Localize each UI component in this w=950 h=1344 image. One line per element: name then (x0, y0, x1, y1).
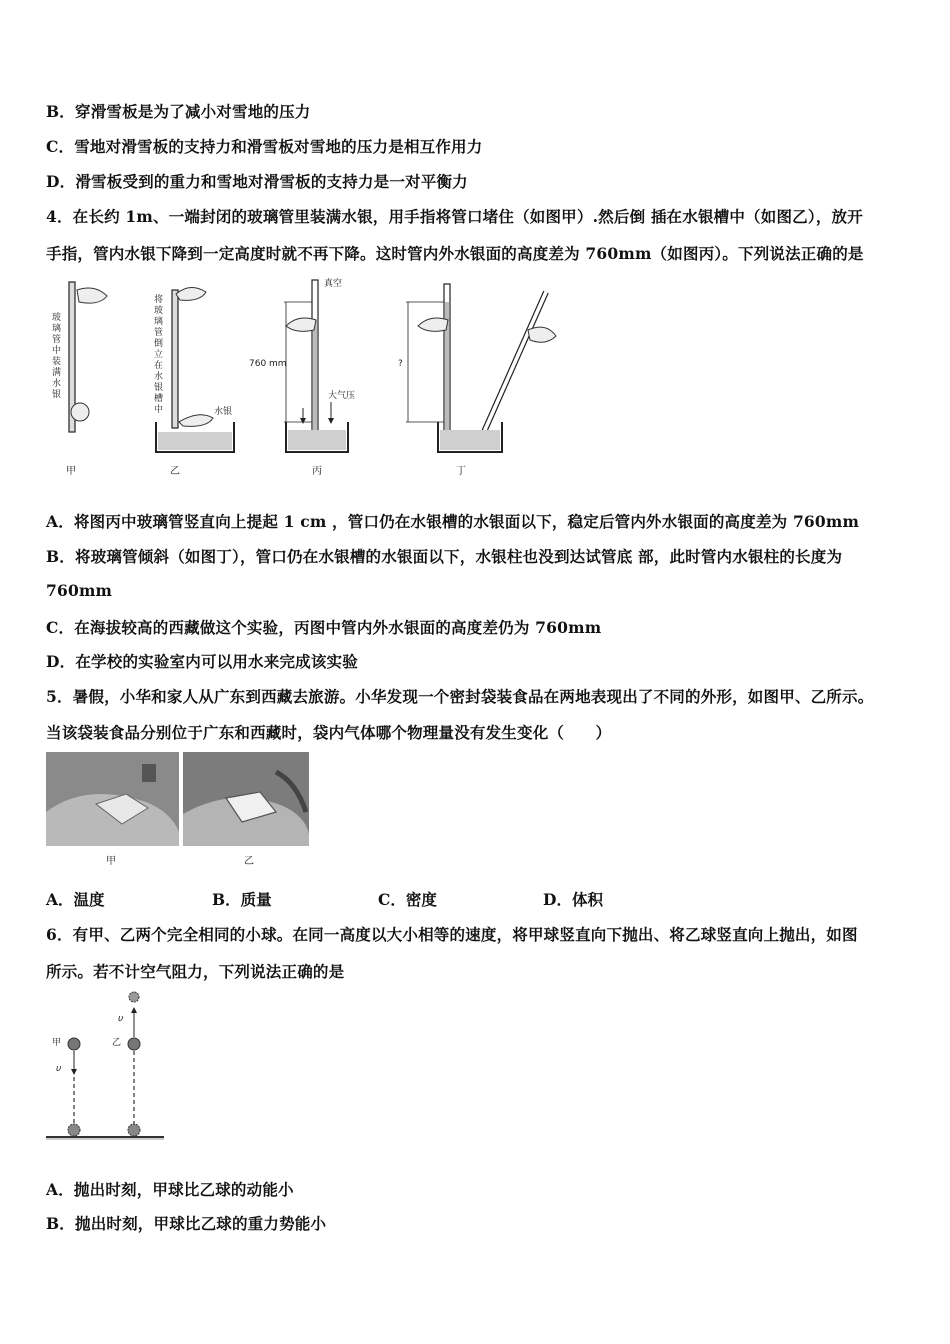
q4-option-a: A．将图丙中玻璃管竖直向上提起 1 cm ，管口仍在水银槽的水银面以下，稳定后管内外水银面的高度差为 760mm (46, 512, 860, 531)
label-yi-vertical: 将玻璃管倒立在水银槽中 (154, 295, 164, 415)
caption-yi: 乙 (244, 856, 254, 867)
caption-bing: 丙 (312, 466, 322, 477)
label-atm: 大气压 (328, 391, 356, 401)
figure-jia (52, 282, 107, 477)
q5-stem-line2: 当该袋装食品分别位于广东和西藏时，袋内气体哪个物理量没有发生变化（ ） (46, 723, 612, 742)
q6-balls-figure (44, 985, 169, 1145)
q3-option-b: B．穿滑雪板是为了减小对雪地的压力 (46, 102, 311, 121)
label-mercury: 水银 (214, 407, 233, 417)
caption-yi: 乙 (170, 466, 180, 477)
q4-stem-line2: 手指，管内水银下降到一定高度时就不再下降。这时管内外水银面的高度差为 760mm（如图丙）。下列说法正确的是 (46, 244, 864, 263)
q3-option-d: D．滑雪板受到的重力和雪地对滑雪板的支持力是一对平衡力 (46, 172, 468, 191)
caption-jia: 甲 (66, 466, 76, 477)
q6-stem-line1: 6．有甲、乙两个完全相同的小球。在同一高度以大小相等的速度，将甲球竖直向下抛出、将乙球竖直向上抛出，如图 (46, 925, 858, 944)
caption-jia: 甲 (106, 856, 116, 867)
q5-option-b: B．质量 (212, 890, 272, 909)
q5-option-a: A．温度 (46, 890, 105, 909)
q4-option-b-line1: B．将玻璃管倾斜（如图丁），管口仍在水银槽的水银面以下，水银柱也没到达试管底 部，此时管内水银柱的长度为 (46, 547, 843, 566)
figure-ding (398, 284, 556, 477)
photo-jia (46, 752, 179, 846)
ball-jia (68, 1038, 80, 1050)
q6-stem-line2: 所示。若不计空气阻力，下列说法正确的是 (46, 962, 345, 981)
q4-option-c: C．在海拔较高的西藏做这个实验，丙图中管内外水银面的高度差仍为 760mm (46, 618, 602, 637)
label-jia: 甲 (52, 1038, 62, 1048)
label-yi: 乙 (112, 1038, 122, 1048)
q4-option-b-line2: 760mm (46, 581, 113, 600)
ball-yi (128, 1038, 140, 1050)
label-jia-vertical: 玻璃管中装满水银 (52, 313, 62, 400)
q4-torricelli-figure (44, 272, 564, 487)
label-v-jia: υ (56, 1064, 62, 1074)
label-question: ? (398, 359, 403, 369)
q4-option-d: D．在学校的实验室内可以用水来完成该实验 (46, 652, 358, 671)
figure-yi (154, 287, 234, 477)
q3-option-c: C．雪地对滑雪板的支持力和滑雪板对雪地的压力是相互作用力 (46, 137, 483, 156)
q5-photo-figure (46, 752, 311, 870)
q6-option-b: B．抛出时刻，甲球比乙球的重力势能小 (46, 1214, 327, 1233)
label-v-yi: υ (118, 1014, 124, 1024)
figure-bing (249, 277, 355, 477)
label-vacuum: 真空 (324, 279, 343, 289)
q6-option-a: A．抛出时刻，甲球比乙球的动能小 (46, 1180, 294, 1199)
photo-yi (183, 752, 309, 846)
label-760mm: 760 mm (249, 359, 287, 369)
q5-stem-line1: 5．暑假，小华和家人从广东到西藏去旅游。小华发现一个密封袋装食品在两地表现出了不同的外形，如图甲、乙所示。 (46, 687, 874, 706)
caption-ding: 丁 (456, 466, 466, 477)
q5-option-d: D．体积 (543, 890, 603, 909)
q5-option-c: C．密度 (378, 890, 437, 909)
q4-stem-line1: 4．在长约 1m、一端封闭的玻璃管里装满水银，用手指将管口堵住（如图甲）.然后倒 插在水银槽中（如图乙），放开 (46, 207, 863, 226)
